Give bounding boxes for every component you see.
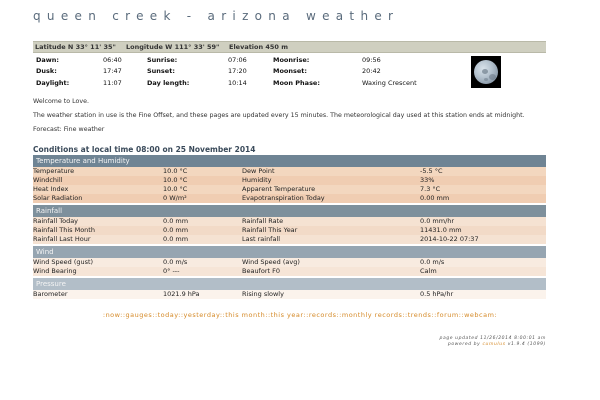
nav-webcam[interactable]: :webcam: [461,311,498,319]
station-note: The weather station in use is the Fine Offset, and these pages are updated every 15 minutes. The meteorological day used at this station ends at midnight. [33,112,525,119]
table-row [33,185,546,194]
sunrise-label: Sunrise: [147,56,178,64]
nav-forum[interactable]: :forum: [434,311,462,319]
row-label: Heat Index [33,185,69,193]
location-bar [33,41,546,53]
row-label: Wind Bearing [33,267,77,275]
row-label: Rainfall This Year [242,226,298,234]
row-value: 10.0 °C [163,185,188,193]
row-label: Beaufort F0 [242,267,280,275]
navigation-bar [0,311,600,319]
table-row [33,217,546,226]
dawn-value: 06:40 [103,56,122,64]
table-row [33,176,546,185]
row-label: Rainfall Rate [242,217,284,225]
row-label: Rainfall This Month [33,226,95,234]
row-value: 11431.0 mm [420,226,462,234]
conditions-table [33,155,546,299]
row-label: Humidity [242,176,272,184]
table-row [33,290,546,299]
sunset-value: 17:20 [228,67,247,75]
row-value: 0° --- [163,267,180,275]
row-label: Last rainfall [242,235,281,243]
nav-trends[interactable]: :trends: [405,311,435,319]
version-text: v1.9.4 (1099) [507,342,546,347]
page-updated-text: page updated 11/26/2014 8:00:01 am [439,336,546,341]
powered-by-label: powered by [447,342,481,347]
row-value: 0.0 m/s [420,258,445,266]
row-label: Rising slowly [242,290,284,298]
row-value: 0.0 mm [163,235,189,243]
moon-image [471,56,501,88]
table-row [33,258,546,267]
nav-now[interactable]: :now: [102,311,123,319]
section-header-pressure: Pressure [33,278,546,290]
moonrise-label: Moonrise: [273,56,310,64]
moonrise-value: 09:56 [362,56,381,64]
row-label: Windchill [33,176,63,184]
row-value: 0.00 mm [420,194,450,202]
cumulus-link[interactable]: cumulus [482,342,506,347]
elevation: Elevation 450 m [229,43,288,51]
row-value: 2014-10-22 07:37 [420,235,479,243]
daylight-label: Daylight: [36,79,70,87]
longitude: Longitude W 111° 33' 59" [126,43,220,51]
row-label: Apparent Temperature [242,185,316,193]
row-label: Solar Radiation [33,194,83,202]
nav-yesterday[interactable]: :yesterday: [180,311,223,319]
dusk-label: Dusk: [36,67,57,75]
row-value: 0.0 mm [163,226,189,234]
row-value: 10.0 °C [163,176,188,184]
dusk-value: 17:47 [103,67,122,75]
row-label: Temperature [33,167,75,175]
nav-monthly-records[interactable]: :monthly records: [339,311,406,319]
row-value: 0.0 mm [163,217,189,225]
row-value: 33% [420,176,435,184]
nav-this-month[interactable]: :this month: [222,311,268,319]
moonset-value: 20:42 [362,67,381,75]
row-value: 1021.9 hPa [163,290,200,298]
table-row [33,167,546,176]
site-title: queen creek - arizona weather [33,9,400,23]
powered-by-line [448,342,546,347]
nav-records[interactable]: :records: [306,311,340,319]
daylight-value: 11:07 [103,79,122,87]
moonset-label: Moonset: [273,67,308,75]
forecast-text: Forecast: Fine weather [33,126,105,133]
sunrise-value: 07:06 [228,56,247,64]
moon-icon [474,60,498,84]
row-value: 0 W/m² [163,194,187,202]
row-value: -5.5 °C [420,167,443,175]
daylength-label: Day length: [147,79,190,87]
welcome-text: Welcome to Love. [33,98,89,105]
row-value: 0.0 mm/hr [420,217,455,225]
nav-gauges[interactable]: :gauges: [122,311,155,319]
table-row [33,235,546,244]
row-value: 10.0 °C [163,167,188,175]
table-row [33,194,546,203]
row-value: Calm [420,267,437,275]
table-row [33,267,546,276]
row-label: Evapotranspiration Today [242,194,325,202]
section-header-temperature: Temperature and Humidity [33,155,546,167]
section-header-wind: Wind [33,246,546,258]
daylength-value: 10:14 [228,79,247,87]
nav-this-year[interactable]: :this year: [267,311,307,319]
row-label: Wind Speed (avg) [242,258,300,266]
row-value: 0.5 hPa/hr [420,290,454,298]
moonphase-label: Moon Phase: [273,79,320,87]
row-label: Rainfall Today [33,217,79,225]
latitude: Latitude N 33° 11' 35" [35,43,116,51]
section-header-rainfall: Rainfall [33,205,546,217]
row-label: Wind Speed (gust) [33,258,94,266]
moonphase-value: Waxing Crescent [362,79,417,87]
row-value: 0.0 m/s [163,258,188,266]
row-label: Barometer [33,290,68,298]
conditions-heading: Conditions at local time 08:00 on 25 November 2014 [33,145,256,154]
nav-today[interactable]: :today: [154,311,181,319]
row-label: Rainfall Last Hour [33,235,91,243]
dawn-label: Dawn: [36,56,60,64]
row-label: Dew Point [242,167,275,175]
sunset-label: Sunset: [147,67,175,75]
table-row [33,226,546,235]
row-value: 7.3 °C [420,185,441,193]
